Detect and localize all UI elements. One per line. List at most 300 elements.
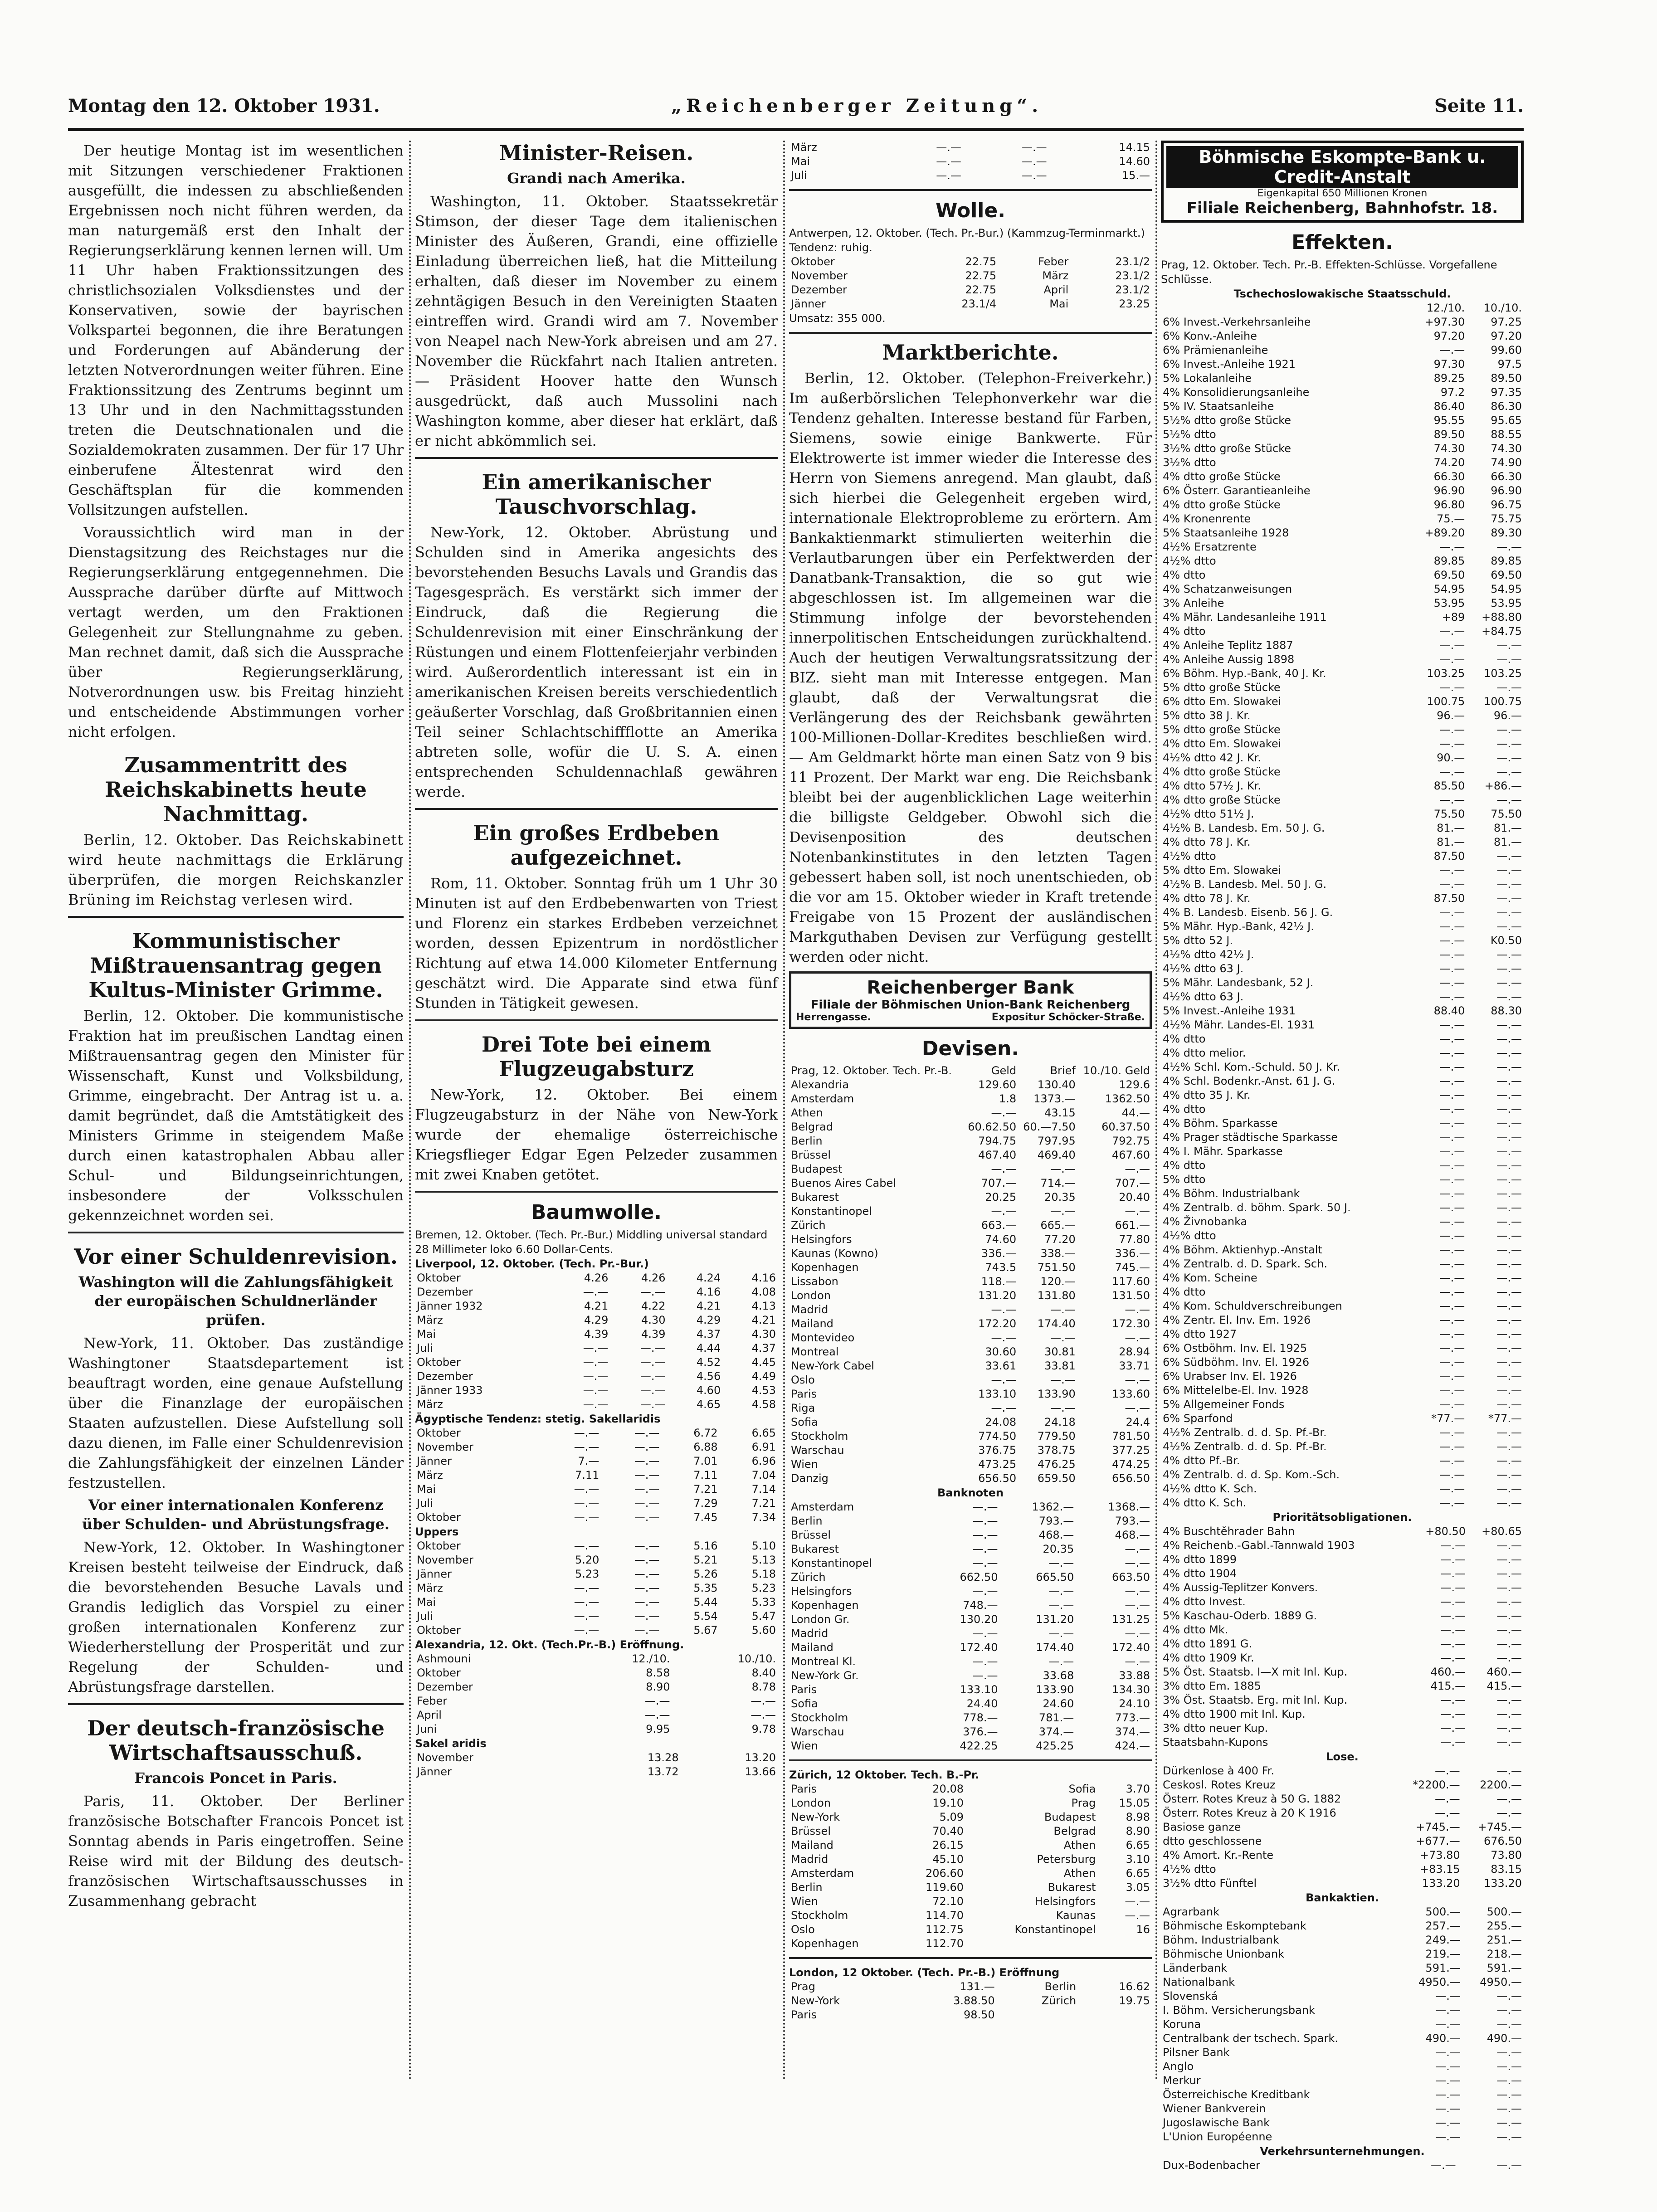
table-cell: 33.68 — [1043, 1669, 1074, 1682]
table-cell: Zürich — [791, 1219, 826, 1232]
table-cell: 4% Böhm. Aktienhyp.-Anstalt — [1163, 1243, 1322, 1256]
table-cell: —.— — [972, 1627, 998, 1640]
table-cell: —.— — [1440, 1708, 1466, 1720]
table-row — [789, 1443, 1152, 1457]
table-row — [1161, 1961, 1524, 1975]
table-cell: —.— — [1435, 2060, 1461, 2073]
table-cell: 659.50 — [1037, 1472, 1076, 1485]
table-cell: —.— — [640, 1384, 666, 1397]
table-cell: —.— — [1496, 639, 1522, 652]
table-row — [1161, 526, 1524, 540]
table-cell: —.— — [1439, 990, 1465, 1003]
table-row — [1161, 948, 1524, 962]
table-cell: —.— — [1496, 1201, 1522, 1214]
table-cell: —.— — [1439, 1089, 1465, 1101]
table-cell: Berlin — [1044, 1980, 1077, 1993]
table-cell: 15.— — [1121, 169, 1150, 182]
table-cell: 81.— — [1493, 822, 1522, 834]
table-cell: Brüssel — [791, 1149, 831, 1161]
table-cell: 23.1/2 — [1115, 255, 1150, 268]
table-cell: Dux-Bodenbacher — [1163, 2159, 1261, 2172]
table-cell: 74.90 — [1491, 456, 1522, 469]
table-cell: —.— — [1125, 1585, 1150, 1598]
table-cell: 3½% dtto — [1163, 456, 1216, 469]
table-cell: +84.75 — [1482, 625, 1522, 638]
issue-date: Montag den 12. Oktober 1931. — [68, 95, 380, 117]
table-cell: 4% Kronenrente — [1163, 512, 1251, 525]
table-cell: 424.— — [1115, 1739, 1150, 1752]
table-cell: 378.75 — [1037, 1444, 1076, 1457]
table-cell: 467.40 — [978, 1149, 1017, 1161]
table-cell: Stockholm — [791, 1909, 848, 1922]
table-row — [1161, 1130, 1524, 1145]
table-cell: 16 — [1136, 1923, 1150, 1936]
table-row — [1161, 540, 1524, 554]
subheadline: Washington will die Zahlungsfähigkeit der europäischen Schuldnerländer prüfen. — [78, 1273, 393, 1329]
table-cell: 7.04 — [751, 1469, 776, 1481]
table-cell: 131.80 — [1037, 1289, 1076, 1302]
table-cell: 172.40 — [1112, 1641, 1150, 1654]
table-cell: 4.26 — [584, 1272, 609, 1284]
table-cell: 5.10 — [751, 1540, 776, 1552]
table-subheading: Lose. — [1326, 1750, 1359, 1763]
table-row — [1161, 1004, 1524, 1018]
table-row — [789, 1218, 1152, 1233]
table-row — [415, 1680, 778, 1694]
table-cell: Warschau — [791, 1444, 844, 1457]
table-row — [1161, 653, 1524, 667]
table-cell: 172.30 — [1112, 1317, 1150, 1330]
article-text: Der heutige Montag ist im wesentlichen mit Sitzungen verschiedener Fraktionen ausgefüllt, die indessen zu abschließenden Ergebnissen noch nicht führen werden, da man naturgemäß erst den Inhalt der Regierungserklärung kennen lernen will. Um 11 Uhr haben Fraktionssitzungen des christlichsozialen Volksdienstes und der Konservativen, sowie der bayrischen Volkspartei begonnen, die ihre Beratungen und Forderungen auf Abänderung der letzten Notverordnungen weiter führen. Eine Fraktionssitzung des Zentrums beginnt um 13 Uhr und in den Nachmittagsstunden treten die Deutschnationalen und die Sozialdemokraten zusammen. Der für 17 Uhr einberufene Ältestenrat wird den Geschäftsplan für die kommenden Vollsitzungen aufstellen. — [68, 142, 404, 518]
table-row — [789, 1190, 1152, 1204]
table-cell: 12./10. — [1426, 302, 1465, 314]
table-row — [789, 1739, 1152, 1753]
table-cell: 33.88 — [1119, 1669, 1150, 1682]
table-cell: 5% Kaschau-Oderb. 1889 G. — [1163, 1609, 1317, 1622]
table-row — [1161, 1778, 1524, 1792]
table-cell: —.— — [634, 1582, 660, 1594]
table-row — [789, 1598, 1152, 1613]
table-cell: —.— — [1439, 1384, 1465, 1397]
table-cell: Madrid — [791, 1853, 828, 1866]
table-cell: 5.44 — [693, 1596, 718, 1608]
table-cell: Oslo — [791, 1374, 815, 1386]
table-cell: 130.40 — [1037, 1078, 1076, 1091]
table-row — [1161, 1468, 1524, 1482]
table-cell: —.— — [1496, 1117, 1522, 1130]
table-cell: Mailand — [791, 1641, 833, 1654]
table-cell: 120.— — [1040, 1275, 1076, 1288]
table-cell: —.— — [1496, 737, 1522, 750]
table-cell: 133.20 — [1484, 1877, 1522, 1890]
table-cell: 4% Konsolidierungsanleihe — [1163, 386, 1310, 399]
table-row — [789, 1852, 1152, 1866]
table-cell: Mai — [417, 1596, 436, 1608]
table-cell: 4.30 — [641, 1314, 666, 1326]
table-cell: 45.10 — [932, 1853, 964, 1866]
table-cell: —.— — [1439, 1300, 1465, 1312]
table-cell: —.— — [1435, 1793, 1460, 1805]
table-cell: —.— — [1439, 344, 1465, 356]
table-cell: 218.— — [1486, 1948, 1522, 1960]
table-cell: —.— — [936, 169, 961, 182]
table-cell: 5% dtto Em. Slowakei — [1163, 864, 1282, 877]
table-cell: —.— — [1125, 1163, 1150, 1175]
table-cell: —.— — [1021, 141, 1047, 154]
table-cell: 4% Schatzanweisungen — [1163, 583, 1292, 595]
table-row — [789, 1429, 1152, 1443]
table-row — [1161, 301, 1524, 315]
table-cell: 4% dtto — [1163, 1103, 1206, 1116]
table-cell: 490.— — [1425, 2032, 1461, 2045]
table-cell: Amsterdam — [791, 1501, 854, 1513]
table-cell: —.— — [583, 1384, 609, 1397]
table-row — [789, 1134, 1152, 1148]
table-row — [1161, 779, 1524, 793]
table-cell: 4½% Zentralb. d. d. Sp. Pf.-Br. — [1163, 1426, 1327, 1439]
table-cell: —.— — [574, 1497, 599, 1510]
table-cell: Jänner — [417, 1455, 452, 1467]
table-cell: 129.6 — [1119, 1078, 1150, 1091]
table-cell: —.— — [1125, 1599, 1150, 1612]
table-cell — [1097, 1937, 1152, 1951]
table-row — [789, 1895, 1152, 1909]
table-row — [1161, 1440, 1524, 1454]
subheadline: Grandi nach Amerika. — [507, 170, 686, 187]
table-row — [789, 1345, 1152, 1359]
table-cell: 4% dtto 78 J. Kr. — [1163, 836, 1251, 848]
table-cell: —.— — [991, 1106, 1017, 1119]
table-cell: —.— — [1496, 1581, 1522, 1594]
table-cell: 4% dtto 78 J. Kr. — [1163, 892, 1251, 905]
table-row — [1161, 1088, 1524, 1102]
table-cell: Buenos Aires Cabel — [791, 1177, 896, 1189]
table-cell: 90.— — [1437, 751, 1465, 764]
table-cell: —.— — [1435, 1990, 1461, 2002]
table-row — [789, 1711, 1152, 1725]
table-cell: 4.44 — [696, 1342, 721, 1354]
table-cell: 129.60 — [978, 1078, 1017, 1091]
table-cell: —.— — [991, 1331, 1017, 1344]
table-cell: 4.29 — [584, 1314, 609, 1326]
table-cell: —.— — [574, 1483, 599, 1496]
table-row — [415, 1694, 778, 1708]
table-row — [1161, 470, 1524, 484]
table-cell: 3½% dtto Fünftel — [1163, 1877, 1257, 1890]
table-cell: Kaunas — [1056, 1909, 1096, 1922]
table-cell: Oktober — [417, 1624, 461, 1637]
table-cell: 72.10 — [932, 1895, 964, 1908]
table-cell: Oktober — [791, 255, 835, 268]
table-row — [789, 1233, 1152, 1247]
table-cell: —.— — [1439, 1454, 1465, 1467]
table-cell: 4% Zentralb. d. d. Sp. Kom.-Sch. — [1163, 1468, 1340, 1481]
table-cell: Mai — [417, 1328, 436, 1340]
table-cell: —.— — [1439, 1243, 1465, 1256]
table-row — [1161, 1173, 1524, 1187]
table-row — [789, 1866, 1152, 1881]
table-row — [1161, 2017, 1524, 2032]
market-note: Antwerpen, 12. Oktober. (Tech. Pr.-Bur.) (Kammzug-Terminmarkt.) Tendenz: ruhig. — [789, 227, 1145, 254]
table-cell: 4½% Schl. Kom.-Schuld. 50 J. Kr. — [1163, 1061, 1340, 1073]
table-cell: Juli — [791, 169, 807, 182]
table-cell: Belgrad — [1053, 1825, 1096, 1837]
table-cell: 4% dtto Pf.-Br. — [1163, 1454, 1240, 1467]
market-note: Bremen, 12. Oktober. (Tech. Pr.-Bur.) Middling universal standard 28 Millimeter loko 6.60 Dollar-Cents. — [415, 1228, 768, 1256]
article-text: Washington, 11. Oktober. Staatssekretär Stimson, der dieser Tage dem italienischen Minister des Äußeren, Grandi, eine offizielle Einladung überreichen ließ, hat die Mitteilung erhalten, daß dieser im November zu einem zehntägigen Besuch in den Vereinigten Staaten eintreffen wird. Grandi wird am 7. November von Neapel nach New-York abreisen und am 27. November die Rückfahrt nach Italien antreten. — Präsident Hoover hatte den Wunsch ausgedrückt, daß auch Mussolini nach Washington komme, aber dieser hat erklärt, daß er nicht abkömmlich sei. — [415, 193, 778, 449]
table-cell: 376.75 — [978, 1444, 1017, 1457]
table-cell: 96.90 — [1491, 484, 1522, 497]
table-cell: 13.20 — [745, 1751, 776, 1764]
table-cell: 12./10. — [632, 1652, 670, 1665]
table-cell: —.— — [1496, 1807, 1522, 1819]
table-cell: 5% Invest.-Anleihe 1931 — [1163, 1004, 1296, 1017]
headline: Der deutsch-französische Wirtschaftsausschuß. — [87, 1716, 385, 1765]
table-cell: —.— — [1439, 1173, 1465, 1186]
table-cell: —.— — [1496, 948, 1522, 961]
table-cell: März — [791, 141, 817, 154]
table-cell: 4% dtto melior. — [1163, 1047, 1246, 1059]
table-cell: 5% Lokalanleihe — [1163, 372, 1252, 385]
newspaper-title: „Reichenberger Zeitung“. — [671, 95, 1043, 117]
table-row — [1161, 1159, 1524, 1173]
bank-name: Böhmische Eskompte-Bank u. Credit-Anstalt — [1166, 146, 1518, 188]
table-cell: —.— — [1439, 723, 1465, 736]
table-cell: —.— — [991, 1303, 1017, 1316]
table-cell: 4% Anleihe Aussig 1898 — [1163, 653, 1295, 666]
table-row — [1161, 709, 1524, 723]
table-cell: —.— — [640, 1286, 666, 1298]
table-cell: Böhm. Industrialbank — [1163, 1934, 1279, 1946]
table-cell: 5.20 — [575, 1554, 599, 1566]
table-row — [1161, 512, 1524, 526]
table-cell: 8.90 — [1126, 1825, 1150, 1837]
table-cell: 793.— — [1038, 1515, 1074, 1527]
table-row — [1161, 1834, 1524, 1848]
table-cell: 374.— — [1115, 1725, 1150, 1738]
zurich-table — [789, 1782, 1152, 1951]
table-cell: —.— — [1496, 1159, 1522, 1172]
table-cell: 77.80 — [1119, 1233, 1150, 1246]
table-cell: 13.66 — [745, 1765, 776, 1778]
table-cell: 172.40 — [960, 1641, 998, 1654]
table-cell: 7.01 — [693, 1455, 718, 1467]
table-cell: 6% Urabser Inv. El. 1926 — [1163, 1370, 1297, 1383]
table-row — [789, 1359, 1152, 1373]
table-cell: 5.35 — [693, 1582, 718, 1594]
table-cell: 4½% B. Landesb. Em. 50 J. G. — [1163, 822, 1325, 834]
table-cell: 4% Anleihe Teplitz 1887 — [1163, 639, 1293, 652]
table-cell: 103.25 — [1427, 667, 1465, 680]
table-cell: —.— — [972, 1515, 998, 1527]
liverpool-table — [415, 1271, 778, 1412]
table-cell: —.— — [1439, 1229, 1465, 1242]
table-cell: 15.05 — [1119, 1797, 1150, 1809]
table-row — [1161, 1933, 1524, 1947]
table-cell: 23.1/2 — [1115, 283, 1150, 296]
table-cell: —.— — [1496, 2130, 1522, 2143]
table-cell: —.— — [634, 1483, 660, 1496]
table-cell: 4.29 — [696, 1314, 721, 1326]
ad-footer — [796, 1012, 1145, 1023]
table-cell: Kopenhagen — [791, 1599, 859, 1612]
table-cell: 1.8 — [999, 1092, 1017, 1105]
table-cell: 4% dtto Mk. — [1163, 1623, 1228, 1636]
table-cell: 460.— — [1430, 1666, 1466, 1678]
table-cell: —.— — [1439, 1370, 1465, 1383]
table-cell: 751.50 — [1037, 1261, 1076, 1274]
table-row — [1161, 1187, 1524, 1201]
table-cell: 4% dtto — [1163, 1033, 1206, 1045]
article-text: New-York, 12. Oktober. Abrüstung und Schulden sind in Amerika angesichts des bevorstehenden Besuchs Lavals und Grandis das Tagesgespräch. Es verstärkt sich immer der Eindruck, daß die Regierung die Schuldenrevision mit einer Einschränkung der Rüstungen und einem Flottenfeierjahr verbinden wird. Außerordentlich interessant ist ein in amerikanischen Kreisen bereits verschiedentlich geäußerter Vorschlag, daß Großbritannien einen Teil seiner Schlachtschiffflotte an Amerika abtreten solle, wofür die U. S. A. einen entsprechenden Schuldennachlaß gewähren werde. — [415, 524, 778, 800]
table-row — [1161, 1679, 1524, 1693]
table-cell: —.— — [1439, 1215, 1465, 1228]
table-cell: Helsingfors — [1034, 1895, 1096, 1908]
table-row — [415, 1595, 778, 1609]
table-cell: 4% Buschtěhrader Bahn — [1163, 1525, 1295, 1538]
headline: Minister-Reisen. — [499, 141, 694, 165]
table-cell: +73.80 — [1419, 1849, 1460, 1861]
table-subheading: Banknoten — [937, 1486, 1004, 1499]
table-cell: 53.95 — [1433, 597, 1465, 609]
table-cell: 10./10. Geld — [1083, 1064, 1150, 1077]
table-row — [1161, 1243, 1524, 1257]
table-row — [1161, 1919, 1524, 1933]
table-subheading: Bankaktien. — [1306, 1891, 1379, 1904]
london-table — [789, 1980, 1152, 2022]
table-row — [789, 1556, 1152, 1570]
table-cell: 4.30 — [751, 1328, 776, 1340]
table-cell: —.— — [634, 1511, 660, 1524]
table-cell: 4.22 — [641, 1300, 666, 1312]
table-cell: —.— — [574, 1511, 599, 1524]
table-cell: 4.21 — [751, 1314, 776, 1326]
table-row — [1161, 484, 1524, 498]
table-cell: —.— — [1439, 1159, 1465, 1172]
subheadline: Francois Poncet in Paris. — [134, 1769, 337, 1787]
table-cell: 663.— — [981, 1219, 1017, 1232]
table-cell: Konstantinopel — [791, 1557, 872, 1569]
table-cell: 172.20 — [978, 1317, 1017, 1330]
table-cell: 70.40 — [932, 1825, 964, 1837]
table-row — [1161, 1792, 1524, 1806]
table-cell: Böhmische Eskomptebank — [1163, 1920, 1306, 1932]
table-cell: 6% dtto Em. Slowakei — [1163, 695, 1282, 708]
table-row — [1161, 638, 1524, 653]
table-cell: Warschau — [791, 1725, 844, 1738]
table-cell: Österr. Rotes Kreuz à 50 G. 1882 — [1163, 1793, 1341, 1805]
table-row — [1161, 667, 1524, 681]
table-cell: —.— — [1435, 2074, 1461, 2087]
table-cell: —.— — [1125, 1557, 1150, 1569]
table-row — [1161, 1876, 1524, 1890]
table-cell: —.— — [644, 1709, 670, 1721]
table-row — [1161, 2060, 1524, 2074]
table-cell: —.— — [1439, 1356, 1465, 1369]
table-cell: dtto geschlossene — [1163, 1835, 1262, 1847]
table-cell: —.— — [634, 1610, 660, 1622]
table-cell: —.— — [1050, 1205, 1076, 1218]
table-cell: —.— — [1496, 1736, 1522, 1749]
table-cell: —.— — [1431, 2159, 1456, 2172]
table-cell: 4% Reichenb.-Gabl.-Tannwald 1903 — [1163, 1539, 1355, 1552]
table-cell: 743.5 — [985, 1261, 1017, 1274]
table-cell: —.— — [640, 1398, 666, 1411]
table-cell: 3% dtto neuer Kup. — [1163, 1722, 1268, 1735]
table-row — [415, 1355, 778, 1369]
securities-table — [1161, 301, 1524, 1510]
table-cell: —.— — [1439, 1145, 1465, 1158]
table-cell: 792.75 — [1112, 1135, 1150, 1147]
table-cell: —.— — [1496, 1793, 1522, 1805]
table-cell: 88.40 — [1433, 1004, 1465, 1017]
table-cell: Zürich — [791, 1571, 826, 1583]
table-cell: 4% Zentr. El. Inv. Em. 1926 — [1163, 1314, 1311, 1326]
table-row — [1161, 1201, 1524, 1215]
table-cell: Mai — [417, 1483, 436, 1496]
table-cell: Prag — [1071, 1797, 1096, 1809]
table-cell: 7.21 — [751, 1497, 776, 1510]
table-row — [789, 1810, 1152, 1824]
divider — [68, 1232, 404, 1233]
table-cell: 88.30 — [1491, 1004, 1522, 1017]
table-cell: London — [791, 1289, 831, 1302]
table-cell: —.— — [1496, 1990, 1522, 2002]
table-cell: 22.75 — [965, 255, 997, 268]
table-cell: 23.25 — [1119, 297, 1150, 310]
table-cell: 6% Mittelelbe-El. Inv. 1928 — [1163, 1384, 1309, 1397]
table-cell: —.— — [1496, 864, 1522, 877]
table-cell: —.— — [1440, 1694, 1466, 1706]
table-cell: 249.— — [1425, 1934, 1461, 1946]
divider — [415, 808, 778, 810]
cotton-continuation-table — [789, 141, 1152, 183]
table-cell: 4% Mähr. Landesanleihe 1911 — [1163, 611, 1327, 624]
table-cell: Brief — [1050, 1064, 1076, 1077]
table-cell: Kopenhagen — [791, 1937, 859, 1950]
table-cell: 20.35 — [1043, 1543, 1074, 1555]
table-cell: New-York — [791, 1994, 840, 2007]
table-row — [789, 169, 1152, 183]
table-cell: 53.95 — [1491, 597, 1522, 609]
table-row — [1161, 442, 1524, 456]
table-row — [1161, 2003, 1524, 2017]
table-cell: 656.50 — [1112, 1472, 1150, 1485]
table-cell: 74.60 — [985, 1233, 1017, 1246]
table-row — [1161, 1426, 1524, 1440]
table-cell: 5.23 — [751, 1582, 776, 1594]
table-cell: 4% Böhm. Industrialbank — [1163, 1187, 1300, 1200]
table-cell: —.— — [1439, 1440, 1465, 1453]
table-cell: 474.25 — [1112, 1458, 1150, 1471]
table-cell: Oktober — [417, 1540, 461, 1552]
table-cell: Mai — [1049, 297, 1069, 310]
table-cell: +677.— — [1416, 1835, 1460, 1847]
table-cell: 3% dtto Em. 1885 — [1163, 1680, 1261, 1692]
headline: Marktberichte. — [882, 340, 1059, 365]
table-cell: New-York Cabel — [791, 1359, 874, 1372]
table-cell: —.— — [1439, 681, 1465, 694]
table-row — [1161, 2032, 1524, 2046]
table-cell: Mai — [791, 155, 810, 168]
table-cell: 95.65 — [1491, 414, 1522, 427]
column-3 — [789, 141, 1152, 2090]
table-cell: Wien — [791, 1739, 818, 1752]
table-row — [1161, 1454, 1524, 1468]
table-cell — [997, 2008, 1078, 2022]
table-cell: —.— — [583, 1370, 609, 1383]
column-divider — [783, 141, 785, 2081]
